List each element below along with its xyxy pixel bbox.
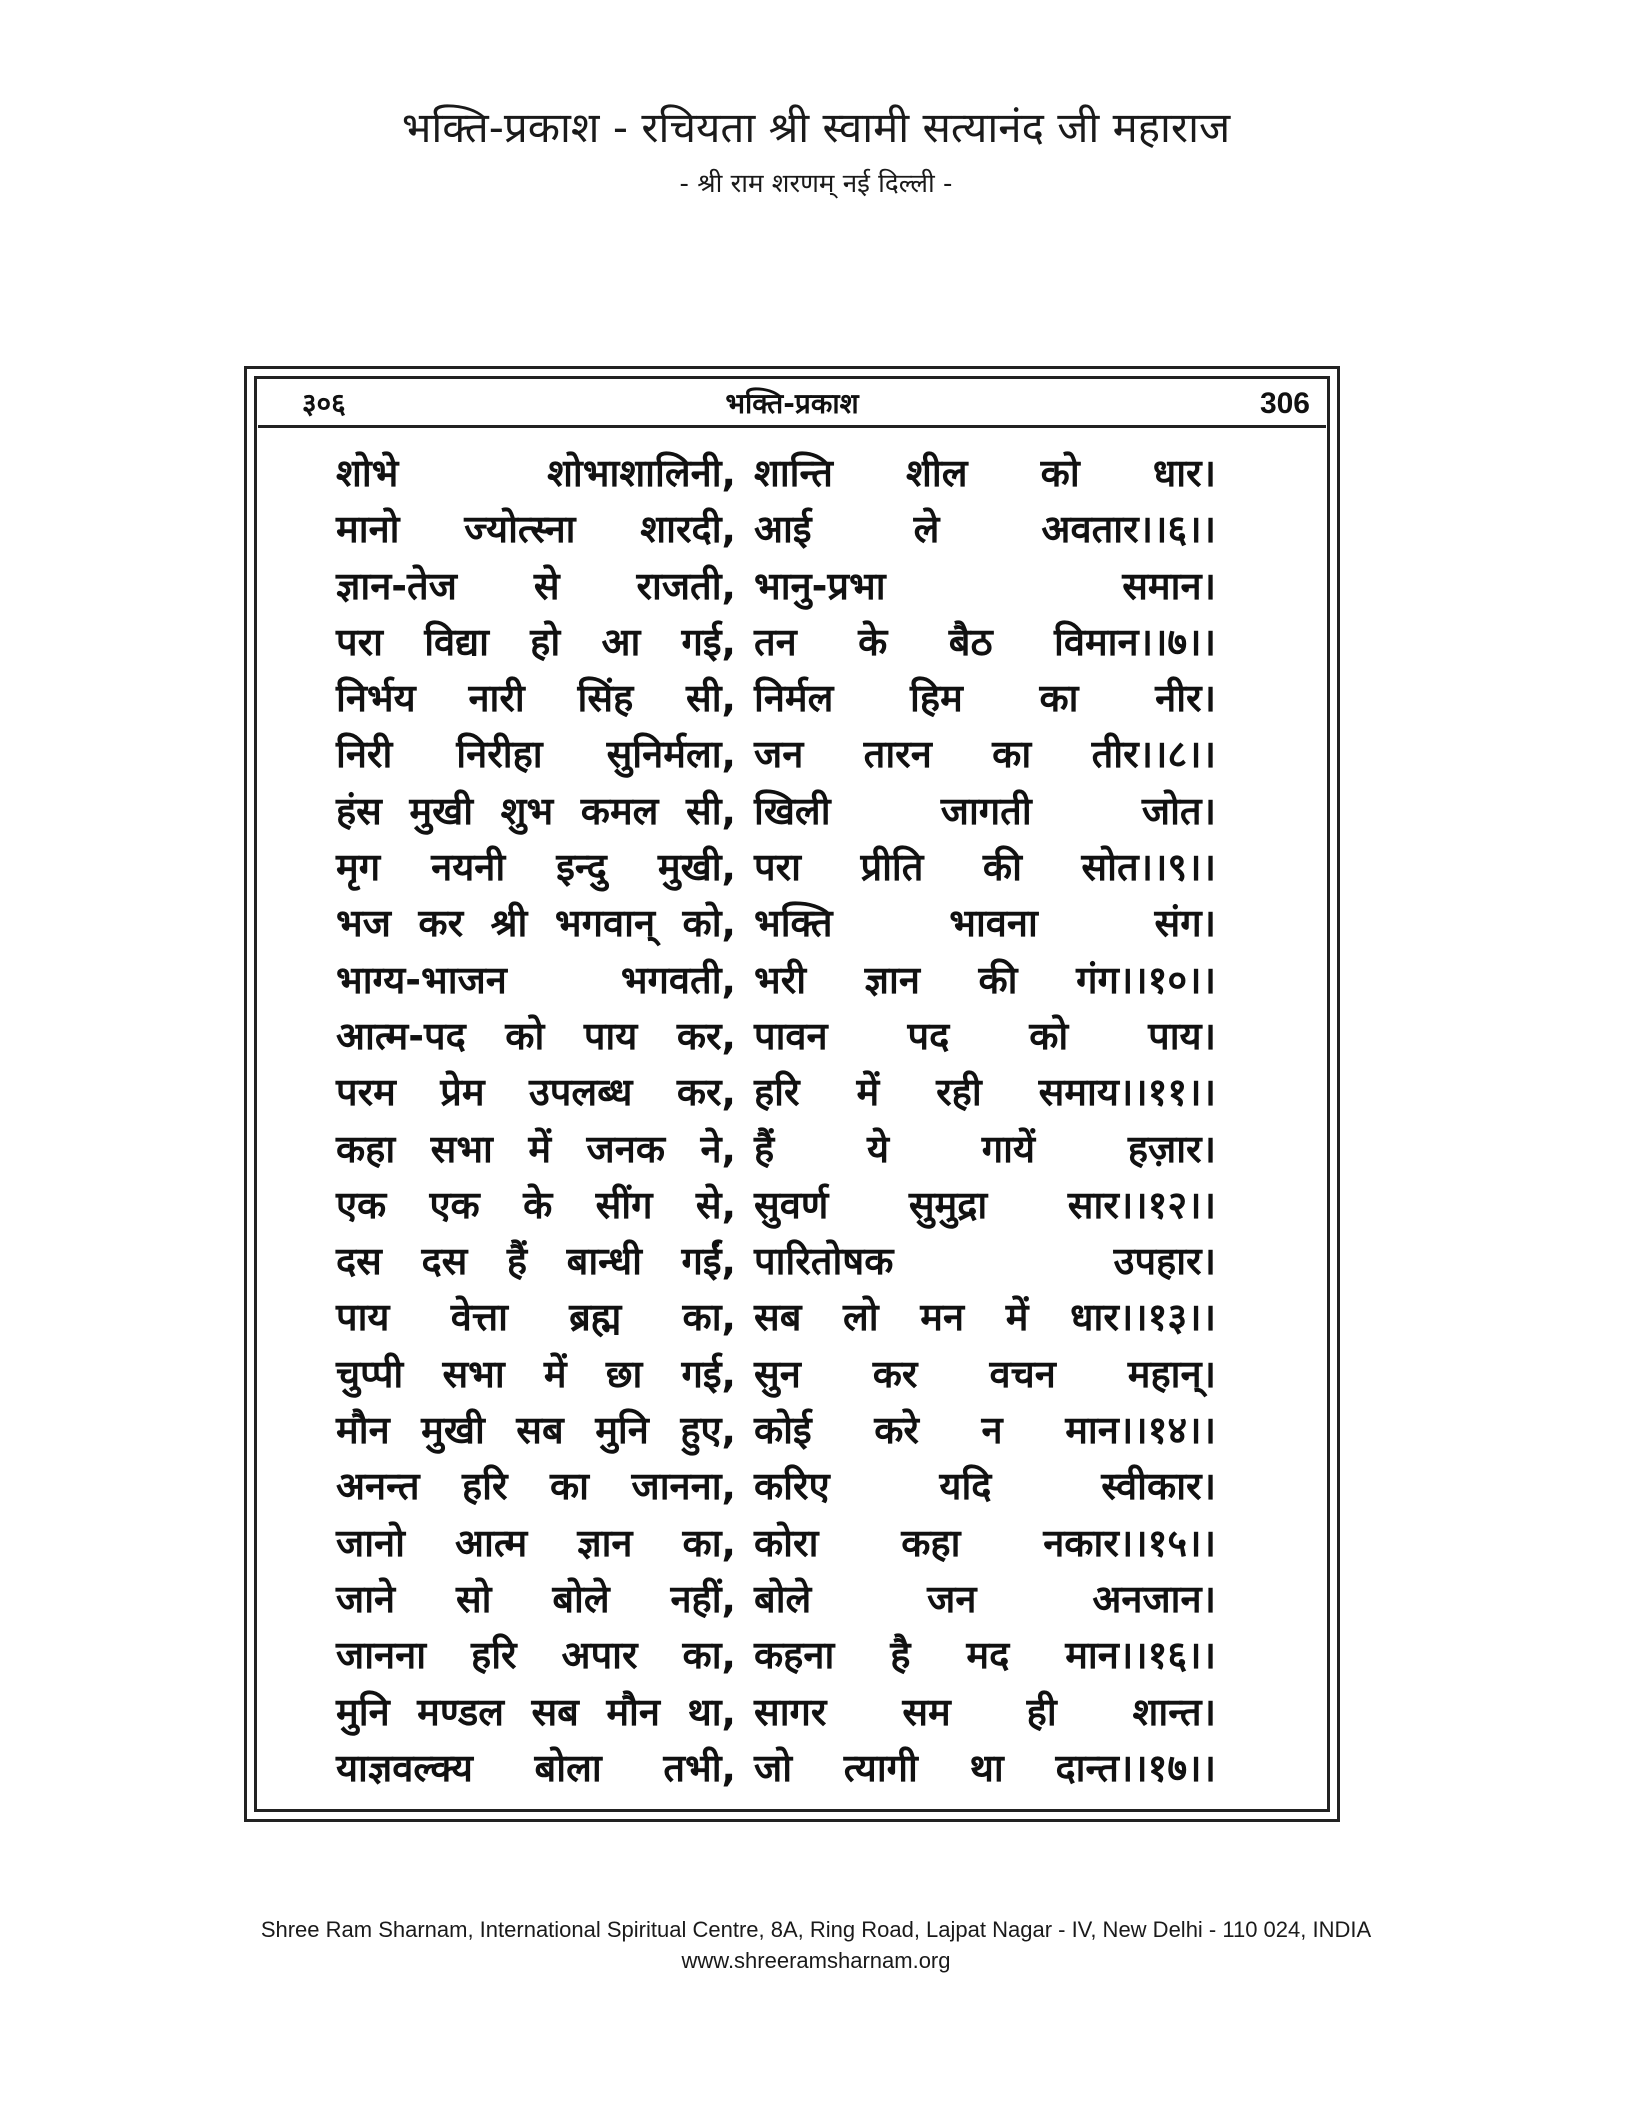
verse-second-half: आई ले अवतार।।६।। bbox=[754, 507, 1216, 552]
verse-first-half: मृग नयनी इन्दु मुखी, bbox=[336, 845, 736, 890]
verse-line bbox=[336, 502, 1216, 558]
verse-line bbox=[336, 784, 1216, 840]
verse-line bbox=[336, 1009, 1216, 1065]
verse-block bbox=[336, 446, 1216, 1797]
verse-line bbox=[336, 1628, 1216, 1684]
page-title: भक्ति-प्रकाश - रचियता श्री स्वामी सत्यानंद जी महाराज bbox=[401, 103, 1231, 152]
verse-second-half: हैं ये गायें हज़ार। bbox=[754, 1126, 1216, 1171]
verse-first-half: दस दस हैं बान्धी गईं, bbox=[336, 1239, 736, 1284]
verse-line bbox=[336, 671, 1216, 727]
verse-first-half: जानो आत्म ज्ञान का, bbox=[336, 1520, 736, 1565]
verse-second-half: बोले जन अनजान। bbox=[754, 1576, 1216, 1621]
verse-first-half: चुप्पी सभा में छा गई, bbox=[336, 1351, 736, 1396]
verse-line bbox=[336, 953, 1216, 1009]
verse-first-half: परम प्रेम उपलब्ध कर, bbox=[336, 1070, 736, 1115]
verse-second-half: खिली जागती जोत। bbox=[754, 788, 1216, 833]
verse-second-half: कहना है मद मान।।१६।। bbox=[754, 1633, 1216, 1678]
verse-second-half: सुन कर वचन महान्। bbox=[754, 1351, 1216, 1396]
verse-first-half: अनन्त हरि का जानना, bbox=[336, 1464, 736, 1509]
verse-first-half: भाग्य-भाजन भगवती, bbox=[336, 957, 736, 1002]
verse-second-half: सुवर्ण सुमुद्रा सार।।१२।। bbox=[754, 1182, 1216, 1227]
verse-line bbox=[336, 1290, 1216, 1346]
verse-line bbox=[336, 1516, 1216, 1572]
verse-second-half: कोरा कहा नकार।।१५।। bbox=[754, 1520, 1216, 1565]
verse-second-half: सब लो मन में धार।।१३।। bbox=[754, 1295, 1216, 1340]
verse-first-half: मुनि मण्डल सब मौन था, bbox=[336, 1689, 736, 1734]
verse-second-half: शान्ति शील को धार। bbox=[754, 451, 1216, 495]
verse-line bbox=[336, 727, 1216, 783]
verse-line bbox=[336, 1459, 1216, 1515]
verse-first-half: निरी निरीहा सुनिर्मला, bbox=[336, 732, 736, 777]
verse-line bbox=[336, 840, 1216, 896]
verse-first-half: पाय वेत्ता ब्रह्म का, bbox=[336, 1295, 736, 1340]
verse-first-half: मौन मुखी सब मुनि हुए, bbox=[336, 1408, 736, 1453]
verse-line bbox=[336, 1685, 1216, 1741]
footer-url: www.shreeramsharnam.org bbox=[681, 1948, 951, 1973]
verse-second-half: भानु-प्रभा समान। bbox=[754, 563, 1216, 608]
verse-line bbox=[336, 1065, 1216, 1121]
verse-second-half: कोई करे न मान।।१४।। bbox=[754, 1408, 1216, 1453]
verse-second-half: हरि में रही समाय।।११।। bbox=[754, 1070, 1216, 1115]
verse-second-half: जन तारन का तीर।।८।। bbox=[754, 732, 1216, 777]
verse-first-half: जानना हरि अपार का, bbox=[336, 1633, 736, 1678]
verse-line bbox=[336, 1347, 1216, 1403]
running-head-title: भक्ति-प्रकाश bbox=[725, 387, 859, 420]
verse-line bbox=[336, 1572, 1216, 1628]
verse-line bbox=[336, 1234, 1216, 1290]
verse-second-half: परा प्रीति की सोत।।९।। bbox=[754, 845, 1216, 890]
page-subtitle: - श्री राम शरणम् नई दिल्ली - bbox=[679, 169, 953, 199]
verse-line bbox=[336, 1178, 1216, 1234]
verse-line bbox=[336, 1741, 1216, 1797]
verse-second-half: जो त्यागी था दान्त।।१७।। bbox=[754, 1745, 1216, 1790]
verse-second-half: सागर सम ही शान्त। bbox=[754, 1689, 1216, 1734]
verse-line bbox=[336, 446, 1216, 502]
verse-first-half: निर्भय नारी सिंह सी, bbox=[336, 676, 736, 721]
verse-first-half: कहा सभा में जनक ने, bbox=[336, 1126, 736, 1171]
verse-first-half: एक एक के सींग से, bbox=[336, 1182, 736, 1227]
page-header bbox=[0, 100, 1632, 206]
verse-second-half: भरी ज्ञान की गंग।।१०।। bbox=[754, 957, 1216, 1002]
verse-line bbox=[336, 615, 1216, 671]
verse-second-half: पावन पद को पाय। bbox=[754, 1013, 1216, 1058]
verse-line bbox=[336, 1122, 1216, 1178]
verse-first-half: हंस मुखी शुभ कमल सी, bbox=[336, 788, 736, 833]
verse-second-half: करिए यदि स्वीकार। bbox=[754, 1464, 1216, 1509]
verse-first-half: याज्ञवल्क्य बोला तभी, bbox=[336, 1745, 736, 1790]
page-number: 306 bbox=[1259, 387, 1310, 420]
verse-line bbox=[336, 896, 1216, 952]
footer-address: Shree Ram Sharnam, International Spiritual Centre, 8A, Ring Road, Lajpat Nagar - IV, New Delhi - 110 024, INDIA bbox=[260, 1917, 1372, 1942]
verse-first-half: भज कर श्री भगवान् को, bbox=[336, 901, 736, 946]
verse-second-half: भक्ति भावना संग। bbox=[754, 901, 1216, 946]
verse-first-half: ज्ञान-तेज से राजती, bbox=[336, 563, 736, 608]
verse-second-half: तन के बैठ विमान।।७।। bbox=[754, 619, 1216, 664]
verse-second-half: निर्मल हिम का नीर। bbox=[754, 676, 1216, 721]
verse-first-half: मानो ज्योत्स्ना शारदी, bbox=[336, 507, 736, 552]
verse-line bbox=[336, 1403, 1216, 1459]
verse-first-half: परा विद्या हो आ गई, bbox=[336, 619, 736, 664]
verse-first-half: शोभे शोभाशालिनी, bbox=[336, 451, 736, 495]
verse-first-half: आत्म-पद को पाय कर, bbox=[336, 1013, 736, 1058]
verse-first-half: जाने सो बोले नहीं, bbox=[336, 1576, 736, 1621]
verse-second-half: पारितोषक उपहार। bbox=[754, 1239, 1216, 1284]
verse-line bbox=[336, 559, 1216, 615]
page-footer bbox=[0, 1914, 1632, 1976]
page-number-devanagari: ३०६ bbox=[302, 387, 346, 420]
running-head bbox=[258, 380, 1326, 428]
